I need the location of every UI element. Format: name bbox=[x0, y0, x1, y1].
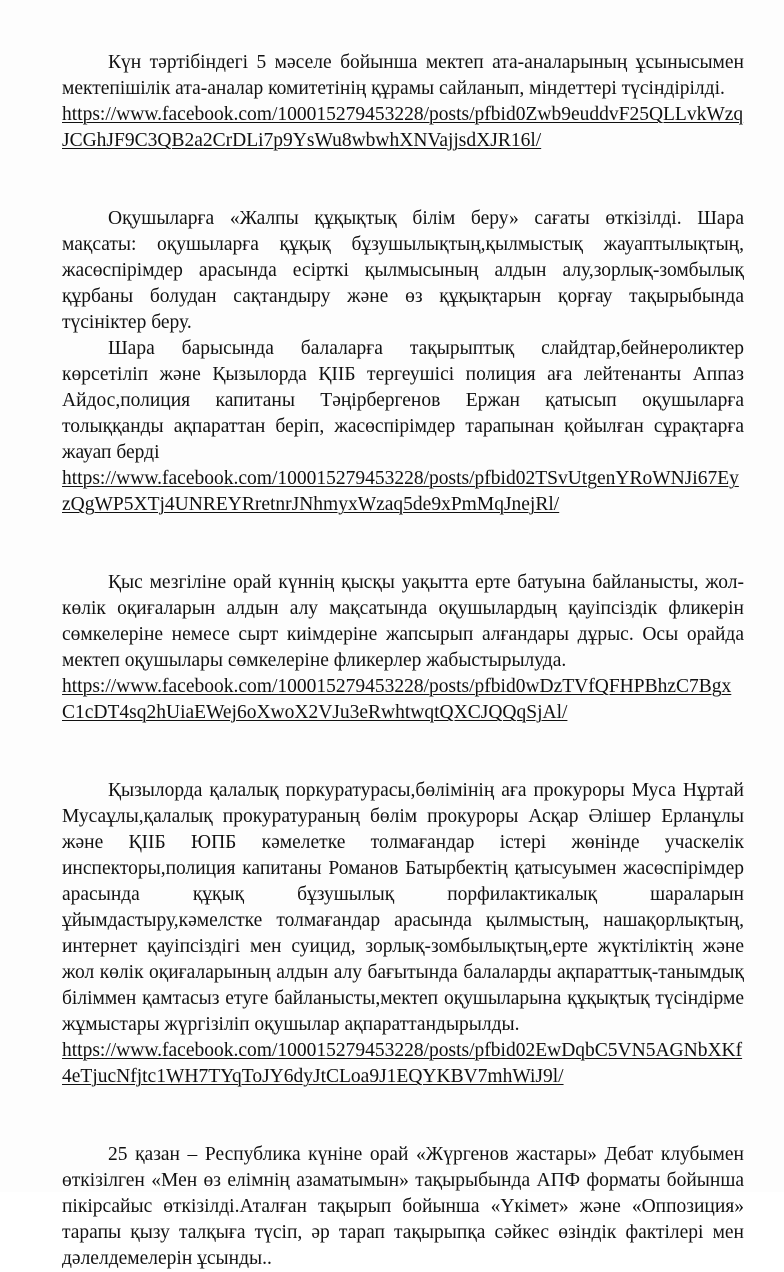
section-prosecutor-meeting bbox=[62, 778, 744, 1090]
paragraph: Шара барысында балаларға тақырыптық слайдтар,бейнероликтер көрсетіліп және Қызылорда ҚІІБ тергеушісі полиция аға лейтенанты Аппаз Айдос,полиция капитаны Тәңірбергенов Ержан қатысып оқушыларға толыққанды ақпараттан беріп, жасөспірімдер тарапынан қойылған сұрақтарға жауап берді bbox=[62, 338, 744, 463]
document-body bbox=[62, 50, 744, 1272]
section-gap bbox=[62, 726, 744, 778]
paragraph: Қыс мезгіліне орай күннің қысқы уақытта ерте батуына байланысты, жол-көлік оқиғаларын алдын алу мақсатында оқушылардың қауіпсіздік фликерін сөмкелеріне немесе сырт киімдеріне жапсырып алғандары дұрыс. Осы орайда мектеп оқушылары сөмкелеріне фликерлер жабыстырылуда. bbox=[62, 572, 744, 671]
section-flicker-safety bbox=[62, 570, 744, 726]
facebook-post-link[interactable]: https://www.facebook.com/100015279453228/posts/pfbid02TSvUtgenYRoWNJi67EyzQgWP5XTj4UNREYRretnrJNhmyxWzaq5de9xPmMqJnejRl/ bbox=[62, 468, 739, 515]
facebook-post-link[interactable]: https://www.facebook.com/100015279453228/posts/pfbid0wDzTVfQFHPBhzC7BgxC1cDT4sq2hUiaEWej6oXwoX2VJu3eRwhtwqtQXCJQQqSjAl/ bbox=[62, 676, 732, 723]
section-legal-education bbox=[62, 206, 744, 518]
section-debate-club bbox=[62, 1142, 744, 1272]
paragraph: Қызылорда қалалық поркуратурасы,бөлімінің аға прокуроры Муса Нұртай Мусаұлы,қалалық прокуратураның бөлім прокуроры Асқар Әлішер Ерланұлы және ҚІІБ ЮПБ кәмелетке толмағандар істері жөнінде учаскелік инспекторы,полиция капитаны Романов Батырбектің қатысуымен жасөспірімдер арасында құқық бұзушылық порфилактикалық шараларын ұйымдастыру,кәмелстке толмағандар арасында қылмыстың, нашақорлықтың, интернет қауіпсіздігі мен суицид, зорлық-зомбылықтың,ерте жүктіліктің және жол көлік оқиғаларының алдын алу бағытында балаларды ақпараттық-танымдық біліммен қамтасыз етуге байланысты,мектеп оқушыларына құқықтық түсіндірме жұмыстары жүргізіліп оқушылар ақпараттандырылды. bbox=[62, 780, 744, 1035]
section-parent-committee bbox=[62, 50, 744, 154]
paragraph: 25 қазан – Республика күніне орай «Жүргенов жастары» Дебат клубымен өткізілген «Мен өз елімнің азаматымын» тақырыбында АПФ форматы бойынша пікірсайыс өткізілді.Аталған тақырып бойынша «Үкімет» және «Оппозиция» тарапы қызу талқыға түсіп, әр тарап тақырыпқа сәйкес өзіндік фактілері мен дәлелдемелерін ұсынды.. bbox=[62, 1144, 744, 1269]
paragraph: Күн тәртібіндегі 5 мәселе бойынша мектеп ата-аналарының ұсынысымен мектепішілік ата-аналар комитетінің құрамы сайланып, міндеттері түсіндірілді. bbox=[62, 52, 744, 99]
facebook-post-link[interactable]: https://www.facebook.com/100015279453228/posts/pfbid02EwDqbC5VN5AGNbXKf4eTjucNfjtc1WH7TYqToJY6dyJtCLoa9J1EQYKBV7mhWiJ9l/ bbox=[62, 1040, 743, 1087]
section-gap bbox=[62, 154, 744, 206]
section-gap bbox=[62, 1090, 744, 1142]
paragraph: Оқушыларға «Жалпы құқықтық білім беру» сағаты өткізілді. Шара мақсаты: оқушыларға құқық бұзушылықтың,қылмыстық жауаптылықтың, жасөспірімдер арасында есірткі қылмысының алдын алу,зорлық-зомбылық құрбаны болудан сақтандыру және өз құқықтарын қорғау тақырыбында түсініктер беру. bbox=[62, 208, 744, 333]
facebook-post-link[interactable]: https://www.facebook.com/100015279453228/posts/pfbid0Zwb9euddvF25QLLvkWzqJCGhJF9C3QB2a2CrDLi7p9YsWu8wbwhXNVajjsdXJR16l/ bbox=[62, 104, 744, 151]
section-gap bbox=[62, 518, 744, 570]
